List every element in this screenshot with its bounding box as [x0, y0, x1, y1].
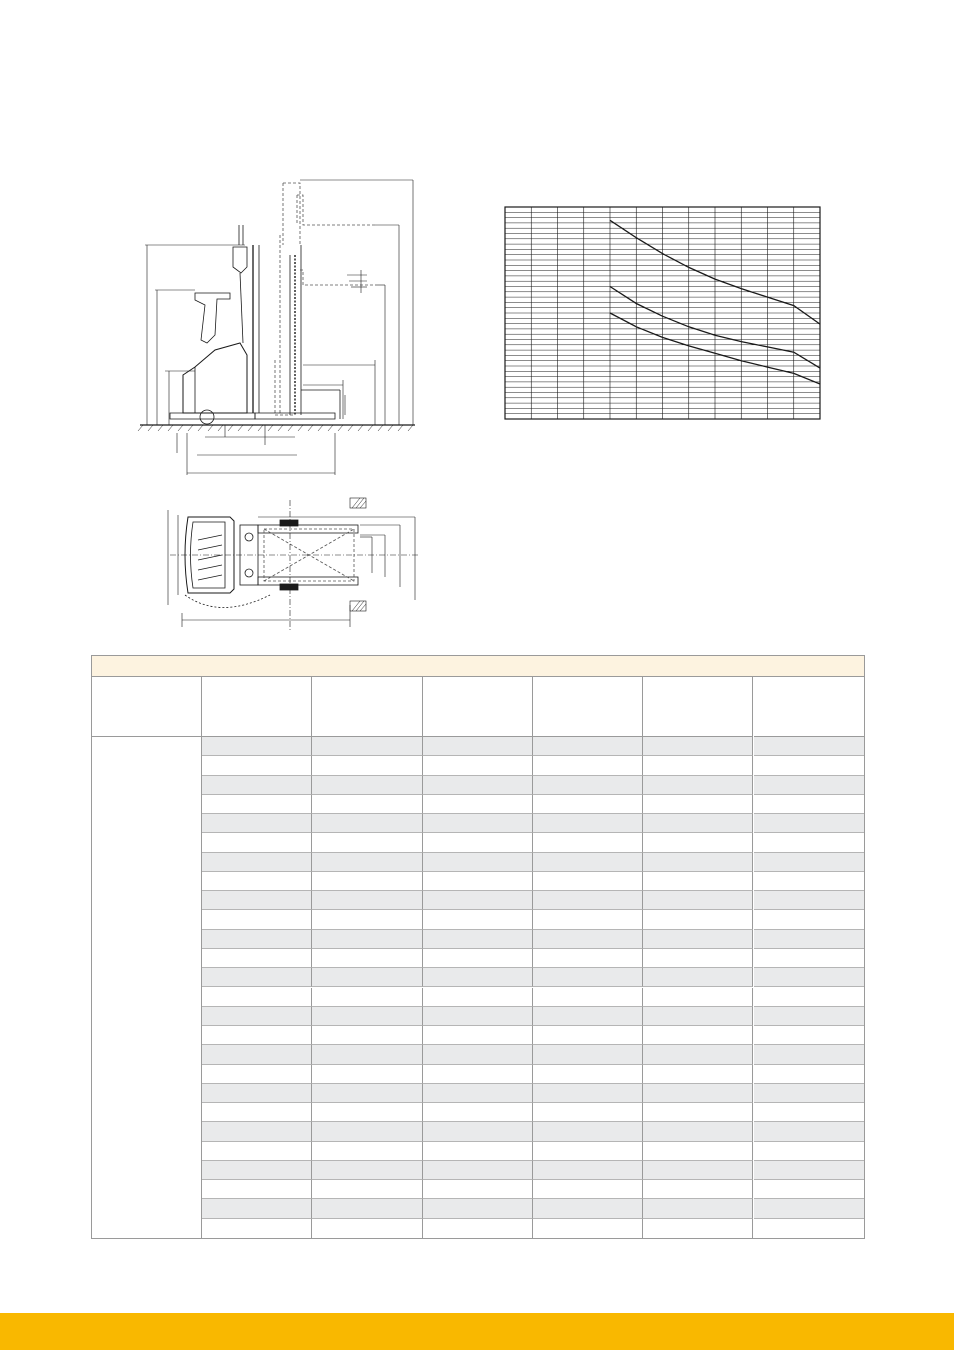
table-column-header [312, 677, 422, 737]
table-cell [312, 1199, 422, 1218]
table-cell [754, 1026, 864, 1045]
table-cell [312, 1065, 422, 1084]
table-cell [643, 1142, 753, 1161]
table-cell [643, 968, 753, 987]
table-cell [312, 814, 422, 833]
table-cell [533, 872, 643, 891]
table-cell [533, 1026, 643, 1045]
table-cell [643, 814, 753, 833]
table-cell [423, 1084, 533, 1103]
table-cell [533, 737, 643, 756]
table-cell [533, 1084, 643, 1103]
table-cell [423, 1122, 533, 1141]
table-cell [643, 910, 753, 929]
table-cell [533, 1180, 643, 1199]
table-cell [312, 910, 422, 929]
table-cell [312, 1142, 422, 1161]
table-cell [312, 872, 422, 891]
table-cell [202, 1084, 312, 1103]
table-column-header [202, 677, 312, 737]
table-cell [423, 756, 533, 775]
table-cell [312, 1161, 422, 1180]
table-column-header [423, 677, 533, 737]
table-cell [643, 949, 753, 968]
table-cell [643, 930, 753, 949]
table-cell [312, 1219, 422, 1238]
table-cell [754, 872, 864, 891]
table-cell [643, 1180, 753, 1199]
table-cell [423, 833, 533, 852]
table-cell [754, 910, 864, 929]
table-cell [754, 1219, 864, 1238]
table-cell [533, 1065, 643, 1084]
table-cell [533, 1161, 643, 1180]
table-column-header [92, 677, 202, 737]
table-cell [754, 737, 864, 756]
table-cell [312, 1122, 422, 1141]
table-cell [643, 872, 753, 891]
table-column-header [754, 677, 864, 737]
table-cell [643, 776, 753, 795]
table-cell [312, 1084, 422, 1103]
table-cell [202, 1161, 312, 1180]
table-cell [643, 1026, 753, 1045]
table-cell [533, 756, 643, 775]
table-cell [423, 1045, 533, 1064]
table-cell [643, 1007, 753, 1026]
table-cell [754, 1084, 864, 1103]
table-cell [643, 795, 753, 814]
table-cell [312, 930, 422, 949]
table-header-bar [92, 656, 864, 677]
table-cell [202, 1122, 312, 1141]
table-cell [643, 988, 753, 1007]
table-cell [754, 988, 864, 1007]
table-cell [312, 949, 422, 968]
table-cell [202, 853, 312, 872]
table-cell [202, 949, 312, 968]
table-cell [202, 814, 312, 833]
table-cell [202, 1065, 312, 1084]
table-cell [754, 1007, 864, 1026]
table-cell [202, 1026, 312, 1045]
table-cell [533, 1103, 643, 1122]
table-cell [754, 891, 864, 910]
table-cell [533, 1007, 643, 1026]
table-cell [423, 1103, 533, 1122]
table-cell [423, 1007, 533, 1026]
table-cell [643, 853, 753, 872]
table-cell [533, 1122, 643, 1141]
table-cell [312, 776, 422, 795]
table-cell [202, 1045, 312, 1064]
table-cell [643, 1065, 753, 1084]
table-cell [423, 853, 533, 872]
table-cell [423, 1142, 533, 1161]
table-cell [754, 814, 864, 833]
table-cell [754, 1122, 864, 1141]
table-cell [423, 988, 533, 1007]
table-cell [202, 910, 312, 929]
residual-capacity-chart [500, 202, 825, 424]
table-cell [643, 1103, 753, 1122]
truck-side-view-drawing [135, 175, 425, 485]
table-cell [533, 988, 643, 1007]
table-cell [312, 833, 422, 852]
table-cell [202, 872, 312, 891]
table-cell [754, 795, 864, 814]
table-cell [423, 872, 533, 891]
truck-top-view-drawing [160, 495, 430, 635]
table-cell [754, 1199, 864, 1218]
table-cell [754, 833, 864, 852]
table-cell [643, 1199, 753, 1218]
table-cell [202, 988, 312, 1007]
table-cell [533, 833, 643, 852]
table-cell [312, 737, 422, 756]
table-cell [202, 968, 312, 987]
table-cell [312, 1103, 422, 1122]
table-cell [312, 756, 422, 775]
table-cell [312, 988, 422, 1007]
table-cell [423, 1161, 533, 1180]
table-cell [202, 1103, 312, 1122]
table-cell [423, 930, 533, 949]
footer-accent-bar [0, 1313, 954, 1350]
table-cell [202, 1199, 312, 1218]
table-cell [643, 1084, 753, 1103]
table-cell [202, 833, 312, 852]
table-column-header [643, 677, 753, 737]
table-cell [754, 776, 864, 795]
table-cell [423, 891, 533, 910]
table-cell [533, 795, 643, 814]
table-cell [312, 1180, 422, 1199]
table-cell [754, 1065, 864, 1084]
table-cell [423, 776, 533, 795]
table-cell [202, 1219, 312, 1238]
table-cell [423, 910, 533, 929]
table-cell [643, 756, 753, 775]
table-cell [202, 891, 312, 910]
table-cell [202, 776, 312, 795]
table-cell [423, 1219, 533, 1238]
table-group-cell [92, 737, 202, 1238]
spec-table [91, 655, 865, 1239]
table-cell [643, 891, 753, 910]
table-cell [643, 1045, 753, 1064]
table-cell [312, 1026, 422, 1045]
table-cell [754, 949, 864, 968]
table-column-header [533, 677, 643, 737]
table-cell [754, 968, 864, 987]
table-cell [202, 930, 312, 949]
table-cell [754, 1045, 864, 1064]
table-cell [312, 968, 422, 987]
table-cell [312, 1007, 422, 1026]
table-cell [533, 1045, 643, 1064]
table-cell [754, 1103, 864, 1122]
table-cell [533, 910, 643, 929]
table-cell [643, 1219, 753, 1238]
table-cell [754, 1180, 864, 1199]
table-cell [312, 853, 422, 872]
table-cell [423, 1180, 533, 1199]
table-cell [533, 930, 643, 949]
table-cell [533, 891, 643, 910]
table-cell [423, 814, 533, 833]
table-cell [643, 1122, 753, 1141]
table-cell [533, 814, 643, 833]
table-cell [202, 1007, 312, 1026]
table-cell [643, 833, 753, 852]
table-cell [643, 737, 753, 756]
table-cell [202, 1180, 312, 1199]
table-cell [423, 737, 533, 756]
table-cell [423, 1026, 533, 1045]
table-cell [754, 930, 864, 949]
table-cell [423, 1065, 533, 1084]
table-cell [754, 756, 864, 775]
table-cell [533, 1142, 643, 1161]
table-cell [423, 968, 533, 987]
table-cell [533, 968, 643, 987]
table-cell [533, 949, 643, 968]
table-cell [312, 891, 422, 910]
table-cell [754, 1142, 864, 1161]
table-cell [202, 795, 312, 814]
table-cell [312, 1045, 422, 1064]
table-cell [423, 1199, 533, 1218]
table-cell [533, 1199, 643, 1218]
table-cell [202, 756, 312, 775]
table-cell [533, 853, 643, 872]
table-cell [754, 853, 864, 872]
table-cell [423, 795, 533, 814]
table-cell [423, 949, 533, 968]
table-cell [533, 1219, 643, 1238]
table-cell [202, 1142, 312, 1161]
table-cell [643, 1161, 753, 1180]
table-cell [533, 776, 643, 795]
table-cell [312, 795, 422, 814]
chart-grid [505, 207, 820, 419]
table-cell [754, 1161, 864, 1180]
table-cell [202, 737, 312, 756]
